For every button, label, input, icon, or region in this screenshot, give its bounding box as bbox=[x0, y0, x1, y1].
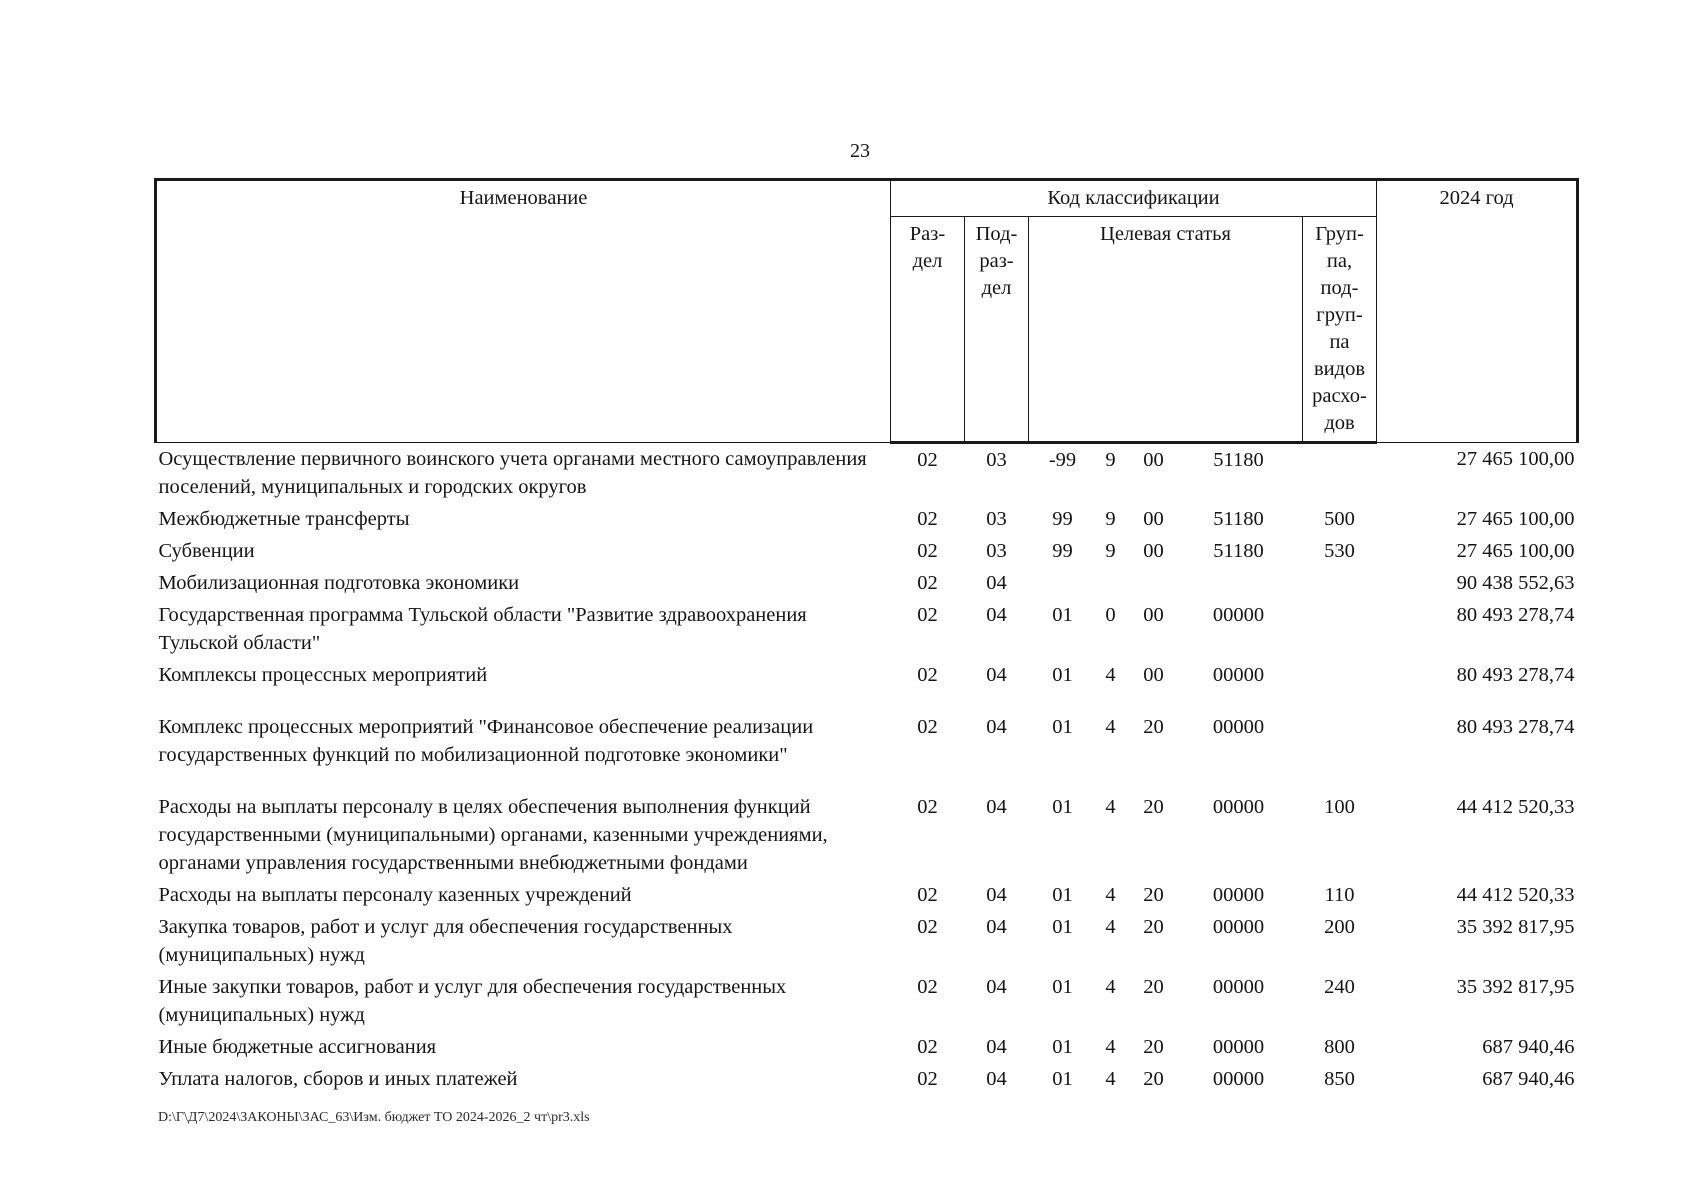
header-subsection bbox=[965, 217, 1029, 443]
row-amount: 687 940,46 bbox=[1482, 1068, 1575, 1090]
row-group bbox=[1303, 711, 1377, 791]
row-target bbox=[1029, 879, 1303, 911]
row-target-part-4: 51180 bbox=[1213, 540, 1264, 562]
row-target-part-1: 01 bbox=[1052, 716, 1073, 738]
row-target-part-2: 4 bbox=[1105, 976, 1116, 998]
row-subsection: 04 bbox=[986, 716, 1007, 738]
header-group bbox=[1303, 217, 1377, 443]
file-path-footer: D:\Г\Д7\2024\ЗАКОНЫ\ЗАС_63\Изм. бюджет ТО 2024-2026_2 чт\pr3.xls bbox=[158, 1110, 590, 1125]
row-target-part-2: 4 bbox=[1105, 1036, 1116, 1058]
row-target-part-2: 0 bbox=[1105, 604, 1116, 626]
table-row bbox=[156, 1063, 1578, 1095]
row-target-part-4: 00000 bbox=[1212, 976, 1265, 998]
row-subsection: 04 bbox=[986, 796, 1007, 818]
row-group bbox=[1303, 599, 1377, 659]
row-target-part-1: 01 bbox=[1052, 916, 1073, 938]
row-amount: 35 392 817,95 bbox=[1456, 916, 1575, 938]
row-target-part-1: 01 bbox=[1052, 604, 1073, 626]
row-amount: 27 465 100,00 bbox=[1456, 448, 1575, 470]
row-amount: 80 493 278,74 bbox=[1456, 604, 1575, 626]
row-section: 02 bbox=[917, 716, 938, 738]
row-target-part-4: 00000 bbox=[1212, 1068, 1265, 1090]
row-target-part-4: 51180 bbox=[1213, 508, 1264, 530]
row-target-part-1: 01 bbox=[1052, 1036, 1073, 1058]
row-target-part-3: 20 bbox=[1143, 916, 1164, 938]
row-amount: 687 940,46 bbox=[1482, 1036, 1575, 1058]
row-section: 02 bbox=[917, 449, 938, 471]
row-amount: 44 412 520,33 bbox=[1456, 884, 1575, 906]
row-group bbox=[1303, 659, 1377, 711]
row-target-part-2: 9 bbox=[1105, 540, 1116, 562]
row-target-part-4: 00000 bbox=[1212, 796, 1265, 818]
row-subsection: 04 bbox=[986, 916, 1007, 938]
row-name: Мобилизационная подготовка экономики bbox=[158, 572, 520, 594]
row-target-part-3: 00 bbox=[1143, 604, 1164, 626]
row-target-part-2: 4 bbox=[1105, 796, 1116, 818]
row-target bbox=[1029, 535, 1303, 567]
row-group: 200 bbox=[1324, 916, 1355, 938]
row-group: 110 bbox=[1324, 884, 1355, 906]
table-row bbox=[156, 1031, 1578, 1063]
row-section: 02 bbox=[917, 916, 938, 938]
row-target-part-4: 51180 bbox=[1213, 449, 1264, 471]
row-section: 02 bbox=[917, 884, 938, 906]
row-target bbox=[1029, 971, 1303, 1031]
page-number: 23 bbox=[850, 140, 870, 162]
table-row bbox=[156, 659, 1578, 711]
row-group: 800 bbox=[1324, 1036, 1355, 1058]
row-name: Комплексы процессных мероприятий bbox=[158, 664, 488, 686]
row-group: 850 bbox=[1324, 1068, 1355, 1090]
row-subsection: 04 bbox=[986, 1036, 1007, 1058]
row-amount: 27 465 100,00 bbox=[1456, 508, 1575, 530]
row-target bbox=[1029, 791, 1303, 879]
row-name: Межбюджетные трансферты bbox=[158, 508, 410, 530]
row-subsection: 04 bbox=[986, 1068, 1007, 1090]
row-target-part-3: 00 bbox=[1143, 449, 1164, 471]
row-name: Расходы на выплаты персоналу в целях обеспечения выполнения функций государственными (муниципальными) органами, казенными учреждениями, органами управления государственными внебюджетными фондами bbox=[158, 796, 828, 874]
row-name: Субвенции bbox=[158, 540, 255, 562]
row-target-part-2: 9 bbox=[1105, 508, 1116, 530]
row-amount: 35 392 817,95 bbox=[1456, 976, 1575, 998]
row-amount: 90 438 552,63 bbox=[1456, 572, 1575, 594]
header-section-label: Раз- дел bbox=[909, 223, 946, 272]
header-name: Наименование bbox=[156, 180, 891, 443]
row-name: Расходы на выплаты персоналу казенных учреждений bbox=[158, 884, 632, 906]
row-section: 02 bbox=[917, 796, 938, 818]
row-target bbox=[1029, 911, 1303, 971]
row-amount: 27 465 100,00 bbox=[1456, 540, 1575, 562]
row-group: 500 bbox=[1324, 508, 1355, 530]
row-target-part-1: 01 bbox=[1052, 884, 1073, 906]
row-subsection: 04 bbox=[986, 572, 1007, 594]
table-row bbox=[156, 879, 1578, 911]
row-target-part-4: 00000 bbox=[1212, 664, 1265, 686]
row-group bbox=[1303, 443, 1377, 504]
row-target-part-4: 00000 bbox=[1212, 916, 1265, 938]
row-subsection: 03 bbox=[986, 508, 1007, 530]
row-target-part-3: 20 bbox=[1143, 796, 1164, 818]
row-target-part-3: 20 bbox=[1143, 884, 1164, 906]
row-target-part-1: 99 bbox=[1052, 540, 1073, 562]
row-name: Закупка товаров, работ и услуг для обеспечения государственных (муниципальных) нужд bbox=[158, 916, 733, 966]
table-row bbox=[156, 443, 1578, 504]
table-row bbox=[156, 503, 1578, 535]
row-subsection: 03 bbox=[986, 449, 1007, 471]
row-amount: 80 493 278,74 bbox=[1456, 664, 1575, 686]
row-target bbox=[1029, 711, 1303, 791]
row-target-part-1: 01 bbox=[1052, 1068, 1073, 1090]
table-row bbox=[156, 791, 1578, 879]
row-group bbox=[1303, 567, 1377, 599]
table-body bbox=[156, 443, 1578, 1096]
row-target-part-3: 20 bbox=[1143, 1036, 1164, 1058]
row-group: 100 bbox=[1324, 796, 1355, 818]
row-target-part-4: 00000 bbox=[1212, 604, 1265, 626]
row-target-part-3: 00 bbox=[1143, 664, 1164, 686]
row-name: Уплата налогов, сборов и иных платежей bbox=[158, 1068, 518, 1090]
table-row bbox=[156, 911, 1578, 971]
row-section: 02 bbox=[917, 664, 938, 686]
row-target bbox=[1029, 503, 1303, 535]
row-section: 02 bbox=[917, 1036, 938, 1058]
budget-table bbox=[154, 178, 1579, 1095]
row-name: Иные бюджетные ассигнования bbox=[158, 1036, 437, 1058]
row-target-part-3: 00 bbox=[1143, 508, 1164, 530]
row-name: Государственная программа Тульской области "Развитие здравоохранения Тульской области" bbox=[158, 604, 807, 654]
row-target-part-1: 99 bbox=[1052, 508, 1073, 530]
row-subsection: 04 bbox=[986, 976, 1007, 998]
row-section: 02 bbox=[917, 540, 938, 562]
row-name: Комплекс процессных мероприятий "Финансовое обеспечение реализации государственных функций по мобилизационной подготовке экономики" bbox=[158, 716, 814, 766]
row-target-part-2: 4 bbox=[1105, 716, 1116, 738]
row-target bbox=[1029, 443, 1303, 504]
row-section: 02 bbox=[917, 508, 938, 530]
row-section: 02 bbox=[917, 572, 938, 594]
header-section bbox=[891, 217, 965, 443]
row-target-part-3: 00 bbox=[1143, 540, 1164, 562]
row-section: 02 bbox=[917, 976, 938, 998]
row-section: 02 bbox=[917, 604, 938, 626]
header-year: 2024 год bbox=[1377, 180, 1578, 443]
row-target bbox=[1029, 659, 1303, 711]
row-target-part-2: 4 bbox=[1105, 1068, 1116, 1090]
row-target-part-2: 4 bbox=[1105, 884, 1116, 906]
row-target-part-1: 01 bbox=[1052, 976, 1073, 998]
header-code: Код классификации bbox=[891, 180, 1377, 217]
row-target bbox=[1029, 599, 1303, 659]
row-target-part-1: -99 bbox=[1048, 449, 1077, 471]
table-row bbox=[156, 535, 1578, 567]
row-target-part-2: 9 bbox=[1105, 449, 1116, 471]
row-target-part-2: 4 bbox=[1105, 664, 1116, 686]
header-subsection-label: Под- раз- дел bbox=[975, 223, 1018, 299]
row-subsection: 03 bbox=[986, 540, 1007, 562]
row-name: Иные закупки товаров, работ и услуг для обеспечения государственных (муниципальных) нужд bbox=[158, 976, 787, 1026]
row-subsection: 04 bbox=[986, 604, 1007, 626]
row-group: 530 bbox=[1324, 540, 1355, 562]
header-target: Целевая статья bbox=[1029, 217, 1303, 443]
row-target-part-1: 01 bbox=[1052, 796, 1073, 818]
row-subsection: 04 bbox=[986, 664, 1007, 686]
row-amount: 44 412 520,33 bbox=[1456, 796, 1575, 818]
row-target-part-3: 20 bbox=[1143, 976, 1164, 998]
table-row bbox=[156, 971, 1578, 1031]
row-target-part-4: 00000 bbox=[1212, 716, 1265, 738]
row-subsection: 04 bbox=[986, 884, 1007, 906]
header-group-label: Груп- па, под- груп- па видов расхо- дов bbox=[1312, 223, 1367, 434]
header-row-1 bbox=[156, 180, 1578, 217]
row-target bbox=[1029, 1031, 1303, 1063]
row-name: Осуществление первичного воинского учета органами местного самоуправления поселений, муниципальных и городских округов bbox=[158, 448, 867, 498]
table-row bbox=[156, 567, 1578, 599]
table-row bbox=[156, 599, 1578, 659]
row-target-part-1: 01 bbox=[1052, 664, 1073, 686]
row-target bbox=[1029, 1063, 1303, 1095]
row-target-part-4: 00000 bbox=[1212, 884, 1265, 906]
row-amount: 80 493 278,74 bbox=[1456, 716, 1575, 738]
row-target-part-4: 00000 bbox=[1212, 1036, 1265, 1058]
row-target-part-3: 20 bbox=[1143, 716, 1164, 738]
row-target-part-3: 20 bbox=[1143, 1068, 1164, 1090]
row-target-part-2: 4 bbox=[1105, 916, 1116, 938]
row-group: 240 bbox=[1324, 976, 1355, 998]
row-target bbox=[1029, 567, 1303, 599]
row-section: 02 bbox=[917, 1068, 938, 1090]
table-row bbox=[156, 711, 1578, 791]
